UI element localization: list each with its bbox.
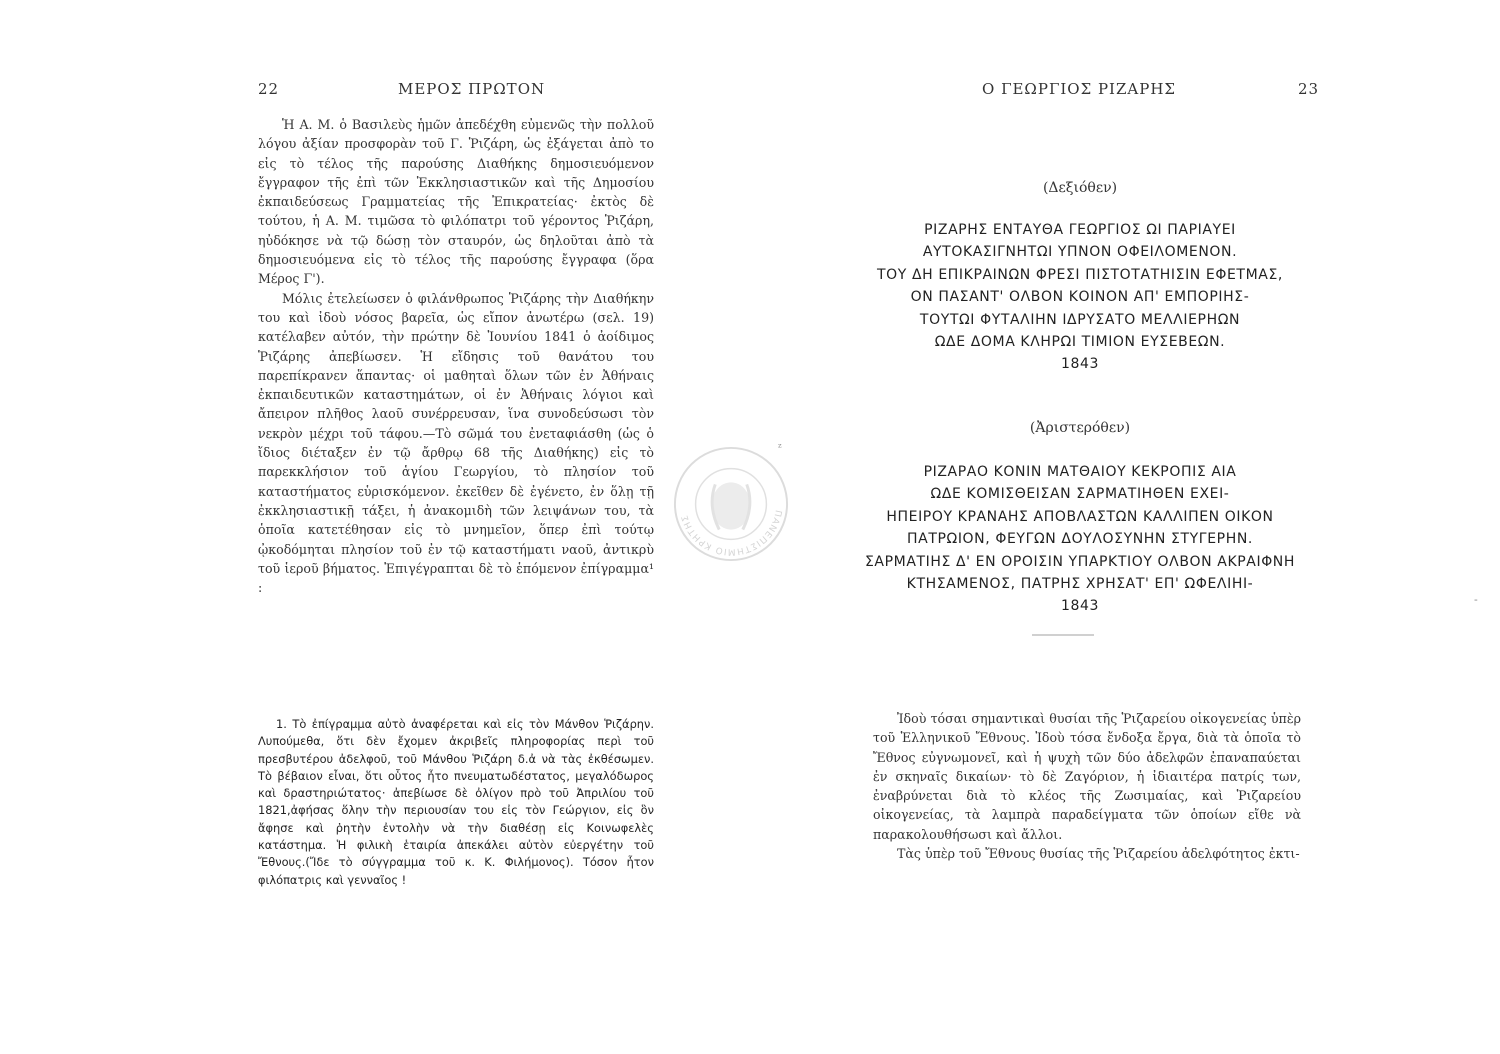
main-text (258, 115, 654, 597)
inscription-heading-right: (Δεξιόθεν) (1042, 180, 1118, 196)
page-number: 22 (258, 80, 280, 98)
inscription-line: ΟΝ ΠΑΣΑΝΤ' ΟΛΒΟΝ ΚΟΙΝΟΝ ΑΠ' ΕΜΠΟΡΙΗΣ- (910, 289, 1250, 306)
paragraph: Ἡ Α. Μ. ὁ Βασιλεὺς ἡμῶν ἀπεδέχθη εὐμενῶς τὴν πολλοῦ λόγου ἀξίαν προσφορὰν τοῦ Γ. Ῥιζάρη, ὡς ἐξάγεται ἀπὸ το εἰς τὸ τέλος τῆς παρούσης Διαθήκης δημοσιευόμενον ἔγγραφον τῆς ἐπὶ τῶν Ἐκκλησιαστικῶν καὶ τῆς Δημοσίου ἐκπαιδεύσεως Γραμματείας τῆς Ἐπικρατείας· ἐκτὸς δὲ τούτου, ἡ Α. Μ. τιμῶσα τὸ φιλόπατρι τοῦ γέροντος Ῥιζάρη, ηὐδόκησε νὰ τῷ δώσῃ τὸν σταυρόν, ὡς δηλοῦται ἀπὸ τὰ δημοσιευόμενα εἰς τὸ τέλος τῆς παρούσης ἔγγραφα (ὅρα Μέρος Γ'). (258, 117, 654, 287)
inscription-left (830, 461, 1330, 618)
footnote-text: 1. Τὸ ἐπίγραμμα αὐτὸ ἀναφέρεται καὶ εἰς τὸν Μάνθον Ῥιζάρην. Λυπούμεθα, ὅτι δὲν ἔχομεν ἀκριβεῖς πληροφορίας περὶ τοῦ πρεσβυτέρου ἀδελφοῦ, τοῦ Μάνθου Ῥιζάρη δ.ἀ νὰ τὰς ἐκθέσωμεν. Τὸ βέβαιον εἶναι, ὅτι οὗτος ἦτο πνευματωδέστατος, μεγαλόδωρος καὶ δραστηριώτατος· ἀπεβίωσε δὲ ὀλίγον πρὸ τοῦ Ἀπριλίου τοῦ 1821,ἀφήσας ὅλην τὴν περιουσίαν του εἰς τὸν Γεώργιον, εἰς ὃν ἄφησε καὶ ῥητὴν ἐντολὴν νὰ τὴν διαθέσῃ εἰς Κοινωφελὲς κατάστημα. Ἡ φιλικὴ ἑταιρία ἀπεκάλει αὐτὸν εὐεργέτην τοῦ Ἔθνους.(Ἴδε τὸ σύγγραμμα τοῦ κ. Κ. Φιλήμονος). Τόσον ἦτον φιλόπατρις καὶ γενναῖος ! (258, 717, 654, 887)
inscription-line: ΠΑΤΡΩΙΟΝ, ΦΕΥΓΩΝ ΔΟΥΛΟΣΥΝΗΝ ΣΤΥΓΕΡΗΝ. (907, 531, 1253, 548)
inscription-line: ΡΙΖΑΡΗΣ ΕΝΤΑΥΘΑ ΓΕΩΡΓΙΟΣ ΩΙ ΠΑΡΙΑΥΕΙ (924, 222, 1236, 238)
inscription-line: ΣΑΡΜΑΤΙΗΣ Δ' ΕΝ ΟΡΟΙΣΙΝ ΥΠΑΡΚΤΙΟΥ ΟΛΒΟΝ ΑΚΡΑΙΦΝΗ (864, 553, 1296, 570)
inscription-year: 1843 (1060, 598, 1100, 615)
paragraph: Τὰς ὑπὲρ τοῦ Ἔθνους θυσίας τῆς Ῥιζαρείου ἀδελφότητος ἐκτι- (897, 846, 1300, 862)
inscription-heading-left: (Ἀριστερόθεν) (1029, 420, 1131, 436)
inscription-line: ΗΠΕΙΡΟΥ ΚΡΑΝΑΗΣ ΑΠΟΒΛΑΣΤΩΝ ΚΑΛΛΙΠΕΝ ΟΙΚΟΝ (886, 508, 1274, 525)
inscription-line: ΩΔΕ ΚΟΜΙΣΘΕΙΣΑΝ ΣΑΡΜΑΤΙΗΘΕΝ ΕΧΕΙ- (930, 486, 1230, 503)
inscription-year: 1843 (1060, 356, 1100, 373)
inscription-line: ΚΤΗΣΑΜΕΝΟΣ, ΠΑΤΡΗΣ ΧΡΗΣΑΤ' ΕΠ' ΩΦΕΛΙΗΙ- (906, 576, 1254, 593)
paragraph: Μόλις ἐτελείωσεν ὁ φιλάνθρωπος Ῥιζάρης τὴν Διαθήκην του καὶ ἰδοὺ νόσος βαρεῖα, ὡς εἴπον ἀνωτέρω (σελ. 19) κατέλαβεν αὐτόν, τὴν πρώτην δὲ Ἰουνίου 1841 ὁ ἀοίδιμος Ῥιζάρης ἀπεβίωσεν. Ἡ εἴδησις τοῦ θανάτου του παρεπίκρανεν ἅπαντας· οἱ μαθηταὶ ὅλων τῶν ἐν Ἀθήναις ἐκπαιδευτικῶν καταστημάτων, οἱ ἐν Ἀθήναις λόγιοι καὶ ἄπειρον πλῆθος λαοῦ συνέρρευσαν, ἵνα συνοδεύσωσι τὸν νεκρὸν μέχρι τοῦ τάφου.—Τὸ σῶμά του ἐνεταφιάσθη (ὡς ὁ ἴδιος διέταξεν ἐν τῷ ἄρθρῳ 68 τῆς Διαθήκης) εἰς τὸ παρεκκλήσιον τοῦ ἁγίου Γεωργίου, τὸ πλησίον τοῦ καταστήματος εὑρισκόμενον. ἐκεῖθεν δὲ ἐγένετο, ἐν ὅλῃ τῇ ἐκκλησιαστικῇ τάξει, ἡ ἀνακομιδὴ τῶν λειψάνων του, τὰ ὁποῖα κατετέθησαν εἰς τὸ μνημεῖον, ὅπερ ἐπὶ τούτῳ ᾠκοδόμηται πλησίον τοῦ ἐν τῷ καταστήματι ναοῦ, ἀντικρὺ τοῦ ἱεροῦ βήματος. Ἐπιγέγραπται δὲ τὸ ἑπόμενον ἐπίγραμμα¹ : (258, 290, 654, 596)
running-head: ΜΕΡΟΣ ΠΡΩΤΟΝ (398, 80, 546, 98)
scan-mark: ᶻ (778, 441, 782, 454)
svg-text:ΠΑΝΕΠΙΣΤΗΜΙΟ ΚΡΗΤΗΣ: ΠΑΝΕΠΙΣΤΗΜΙΟ ΚΡΗΤΗΣ (680, 509, 783, 557)
inscription-line: ΑΥΤΟΚΑΣΙΓΝΗΤΩΙ ΥΠΝΟΝ ΟΦΕΙΛΟΜΕΝΟΝ. (922, 244, 1238, 261)
page-number: 23 (1298, 80, 1320, 98)
inscription-line: ΡΙΖΑΡΑΟ ΚΟΝΙΝ ΜΑΤΘΑΙΟΥ ΚΕΚΡΟΠΙΣ ΑΙΑ (923, 464, 1237, 480)
inscription-line: ΤΟΥ ΔΗ ΕΠΙΚΡΑΙΝΩΝ ΦΡΕΣΙ ΠΙΣΤΟΤΑΤΗΙΣΙΝ ΕΦΕΤΜΑΣ, (877, 266, 1283, 283)
running-head: Ο ΓΕΩΡΓΙΟΣ ΡΙΖΑΡΗΣ (982, 80, 1177, 98)
main-text (873, 709, 1301, 863)
footnote (258, 716, 654, 889)
divider (1032, 634, 1094, 636)
inscription-line: ΤΟΥΤΩΙ ΦΥΤΑΛΙΗΝ ΙΔΡΥΣΑΤΟ ΜΕΛΛΙΕΡΗΩΝ (919, 311, 1241, 328)
paragraph: Ἰδοὺ τόσαι σημαντικαὶ θυσίαι τῆς Ῥιζαρείου οἰκογενείας ὑπὲρ τοῦ Ἑλληνικοῦ Ἔθνους. Ἰδοὺ τόσα ἔνδοξα ἔργα, διὰ τὰ ὁποῖα τὸ Ἔθνος εὐγνωμονεῖ, καὶ ἡ ψυχὴ τῶν δύο ἀδελφῶν ἐπαναπαύεται ἐν σκηναῖς δικαίων· τὸ δὲ Ζαγόριον, ἡ ἰδιαιτέρα πατρίς των, ἐναβρύνεται διὰ τὸ κλέος τῆς Ζωσιμαίας, καὶ Ῥιζαρείου οἰκογενείας, τὰ λαμπρὰ παραδείγματα τῶν ὁποίων εἴθε νὰ παρακολουθήσωσι καὶ ἄλλοι. (873, 711, 1301, 842)
inscription-line: ΩΔΕ ΔΟΜΑ ΚΛΗΡΩΙ ΤΙΜΙΟΝ ΕΥΣΕΒΕΩΝ. (934, 334, 1226, 351)
inscription-right (830, 219, 1330, 376)
scan-mark: - (1474, 593, 1478, 606)
